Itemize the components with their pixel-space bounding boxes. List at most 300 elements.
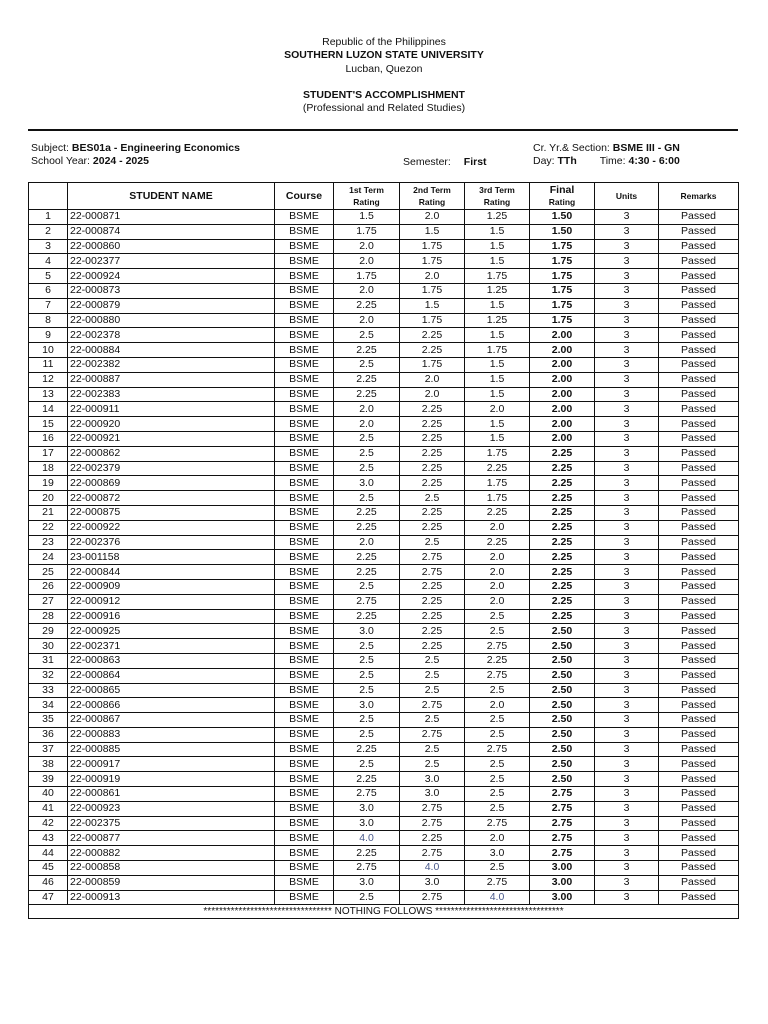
first-term-rating: 2.0 — [334, 535, 400, 550]
second-term-rating: 2.75 — [400, 816, 465, 831]
second-term-rating: 2.25 — [400, 594, 465, 609]
row-number: 18 — [29, 461, 68, 476]
units: 3 — [595, 639, 659, 654]
final-rating: 1.75 — [530, 313, 595, 328]
table-row — [29, 313, 739, 328]
header-second-term — [400, 183, 465, 210]
third-term-rating: 1.75 — [465, 343, 530, 358]
third-term-rating: 2.0 — [465, 402, 530, 417]
course: BSME — [275, 520, 334, 535]
day-label: Day: — [533, 155, 555, 167]
table-row — [29, 372, 739, 387]
third-term-rating: 1.5 — [465, 431, 530, 446]
third-term-rating: 2.25 — [465, 505, 530, 520]
school-year-value: 2024 - 2025 — [92, 155, 149, 167]
second-term-rating: 2.0 — [400, 387, 465, 402]
table-row — [29, 875, 739, 890]
remarks: Passed — [659, 594, 739, 609]
second-term-rating: 1.75 — [400, 283, 465, 298]
row-number: 16 — [29, 431, 68, 446]
units: 3 — [595, 594, 659, 609]
row-number: 25 — [29, 565, 68, 580]
row-number: 14 — [29, 402, 68, 417]
units: 3 — [595, 520, 659, 535]
third-term-rating: 1.25 — [465, 283, 530, 298]
third-term-rating: 1.5 — [465, 239, 530, 254]
second-term-rating: 2.25 — [400, 461, 465, 476]
final-rating: 1.50 — [530, 224, 595, 239]
semester-value: First — [463, 156, 487, 168]
second-term-rating: 2.25 — [400, 446, 465, 461]
course: BSME — [275, 461, 334, 476]
table-row — [29, 772, 739, 787]
table-row — [29, 683, 739, 698]
row-number: 38 — [29, 757, 68, 772]
table-row — [29, 491, 739, 506]
final-rating: 2.50 — [530, 653, 595, 668]
nothing-follows: ********************************* NOTHING FOLLOWS ********************************* — [29, 905, 739, 919]
third-term-rating: 1.25 — [465, 313, 530, 328]
units: 3 — [595, 565, 659, 580]
third-term-rating: 2.25 — [465, 535, 530, 550]
units: 3 — [595, 683, 659, 698]
student-id: 23-001158 — [68, 550, 275, 565]
units: 3 — [595, 357, 659, 372]
table-row — [29, 624, 739, 639]
units: 3 — [595, 875, 659, 890]
student-id: 22-000925 — [68, 624, 275, 639]
remarks: Passed — [659, 550, 739, 565]
final-rating: 2.50 — [530, 727, 595, 742]
section-line — [533, 142, 680, 155]
course: BSME — [275, 698, 334, 713]
header-third-term — [465, 183, 530, 210]
student-id: 22-000887 — [68, 372, 275, 387]
final-rating: 2.00 — [530, 357, 595, 372]
final-rating: 1.75 — [530, 239, 595, 254]
student-id: 22-000911 — [68, 402, 275, 417]
row-number: 28 — [29, 609, 68, 624]
third-term-rating: 2.5 — [465, 713, 530, 728]
remarks: Passed — [659, 357, 739, 372]
final-rating: 3.00 — [530, 890, 595, 905]
student-id: 22-000923 — [68, 801, 275, 816]
course: BSME — [275, 594, 334, 609]
time-label: Time: — [599, 155, 626, 167]
row-number: 17 — [29, 446, 68, 461]
final-rating: 2.00 — [530, 402, 595, 417]
semester-label: Semester: — [403, 156, 451, 168]
third-term-rating: 2.0 — [465, 565, 530, 580]
first-term-rating: 1.75 — [334, 224, 400, 239]
second-term-rating: 1.5 — [400, 298, 465, 313]
header-university: SOUTHERN LUZON STATE UNIVERSITY — [284, 49, 484, 61]
units: 3 — [595, 239, 659, 254]
second-term-rating: 2.5 — [400, 653, 465, 668]
third-term-rating: 2.5 — [465, 772, 530, 787]
row-number: 31 — [29, 653, 68, 668]
student-id: 22-000919 — [68, 772, 275, 787]
third-term-rating: 1.5 — [465, 372, 530, 387]
third-term-rating: 1.5 — [465, 328, 530, 343]
second-term-rating: 2.25 — [400, 476, 465, 491]
first-term-rating: 2.75 — [334, 861, 400, 876]
units: 3 — [595, 224, 659, 239]
units: 3 — [595, 772, 659, 787]
remarks: Passed — [659, 313, 739, 328]
units: 3 — [595, 461, 659, 476]
row-number: 40 — [29, 787, 68, 802]
final-rating: 2.50 — [530, 624, 595, 639]
third-term-rating: 2.75 — [465, 742, 530, 757]
first-term-rating: 2.5 — [334, 357, 400, 372]
remarks: Passed — [659, 875, 739, 890]
units: 3 — [595, 387, 659, 402]
second-term-rating: 2.5 — [400, 491, 465, 506]
row-number: 33 — [29, 683, 68, 698]
student-id: 22-000880 — [68, 313, 275, 328]
units: 3 — [595, 890, 659, 905]
second-term-rating: 2.25 — [400, 402, 465, 417]
third-term-rating: 2.75 — [465, 875, 530, 890]
units: 3 — [595, 816, 659, 831]
first-term-rating: 2.5 — [334, 713, 400, 728]
row-number: 42 — [29, 816, 68, 831]
remarks: Passed — [659, 668, 739, 683]
remarks: Passed — [659, 402, 739, 417]
student-id: 22-000875 — [68, 505, 275, 520]
units: 3 — [595, 313, 659, 328]
course: BSME — [275, 269, 334, 284]
units: 3 — [595, 505, 659, 520]
third-term-rating: 2.5 — [465, 624, 530, 639]
third-term-rating: 2.0 — [465, 550, 530, 565]
remarks: Passed — [659, 831, 739, 846]
units: 3 — [595, 343, 659, 358]
third-term-rating: 1.75 — [465, 269, 530, 284]
first-term-rating: 2.5 — [334, 653, 400, 668]
final-rating: 2.50 — [530, 713, 595, 728]
final-rating: 2.25 — [530, 461, 595, 476]
student-id: 22-002383 — [68, 387, 275, 402]
first-term-rating: 2.25 — [334, 772, 400, 787]
units: 3 — [595, 698, 659, 713]
course: BSME — [275, 772, 334, 787]
units: 3 — [595, 446, 659, 461]
row-number: 24 — [29, 550, 68, 565]
student-id: 22-000913 — [68, 890, 275, 905]
remarks: Passed — [659, 624, 739, 639]
student-id: 22-000863 — [68, 653, 275, 668]
remarks: Passed — [659, 727, 739, 742]
remarks: Passed — [659, 653, 739, 668]
second-term-rating: 2.75 — [400, 890, 465, 905]
row-number: 20 — [29, 491, 68, 506]
section-label: Cr. Yr.& Section: — [533, 142, 610, 154]
second-term-rating: 3.0 — [400, 772, 465, 787]
student-id: 22-000882 — [68, 846, 275, 861]
course: BSME — [275, 757, 334, 772]
course: BSME — [275, 239, 334, 254]
row-number: 39 — [29, 772, 68, 787]
remarks: Passed — [659, 505, 739, 520]
remarks: Passed — [659, 387, 739, 402]
student-id: 22-002377 — [68, 254, 275, 269]
units: 3 — [595, 801, 659, 816]
third-term-rating: 2.75 — [465, 816, 530, 831]
units: 3 — [595, 328, 659, 343]
third-term-rating: 2.5 — [465, 609, 530, 624]
student-id: 22-000884 — [68, 343, 275, 358]
final-rating: 2.50 — [530, 639, 595, 654]
course: BSME — [275, 816, 334, 831]
course: BSME — [275, 357, 334, 372]
student-id: 22-000871 — [68, 210, 275, 225]
second-term-rating: 2.25 — [400, 609, 465, 624]
table-row — [29, 890, 739, 905]
header-final-a: Final — [549, 184, 575, 196]
course: BSME — [275, 742, 334, 757]
first-term-rating: 2.0 — [334, 239, 400, 254]
first-term-rating: 2.5 — [334, 683, 400, 698]
course: BSME — [275, 861, 334, 876]
student-id: 22-000916 — [68, 609, 275, 624]
row-number: 44 — [29, 846, 68, 861]
student-id: 22-000921 — [68, 431, 275, 446]
third-term-rating: 2.0 — [465, 831, 530, 846]
table-row — [29, 727, 739, 742]
third-term-rating: 1.25 — [465, 210, 530, 225]
table-row — [29, 210, 739, 225]
first-term-rating: 2.75 — [334, 787, 400, 802]
units: 3 — [595, 417, 659, 432]
final-rating: 2.25 — [530, 594, 595, 609]
table-row — [29, 668, 739, 683]
course: BSME — [275, 298, 334, 313]
course: BSME — [275, 565, 334, 580]
first-term-rating: 2.25 — [334, 343, 400, 358]
first-term-rating: 2.5 — [334, 727, 400, 742]
row-number: 11 — [29, 357, 68, 372]
second-term-rating: 1.5 — [400, 224, 465, 239]
course: BSME — [275, 491, 334, 506]
course: BSME — [275, 446, 334, 461]
third-term-rating: 2.5 — [465, 727, 530, 742]
course: BSME — [275, 875, 334, 890]
third-term-rating: 2.5 — [465, 757, 530, 772]
second-term-rating: 1.75 — [400, 313, 465, 328]
remarks: Passed — [659, 565, 739, 580]
final-rating: 2.50 — [530, 772, 595, 787]
course: BSME — [275, 787, 334, 802]
units: 3 — [595, 787, 659, 802]
student-id: 22-000859 — [68, 875, 275, 890]
units: 3 — [595, 402, 659, 417]
final-rating: 2.75 — [530, 801, 595, 816]
second-term-rating: 4.0 — [400, 861, 465, 876]
first-term-rating: 3.0 — [334, 875, 400, 890]
final-rating: 2.25 — [530, 446, 595, 461]
student-id: 22-000874 — [68, 224, 275, 239]
row-number: 19 — [29, 476, 68, 491]
row-number: 7 — [29, 298, 68, 313]
course: BSME — [275, 831, 334, 846]
table-row — [29, 535, 739, 550]
student-id: 22-000866 — [68, 698, 275, 713]
first-term-rating: 2.5 — [334, 890, 400, 905]
subject-value: BES01a - Engineering Economics — [71, 142, 240, 154]
first-term-rating: 2.0 — [334, 254, 400, 269]
final-rating: 2.50 — [530, 757, 595, 772]
remarks: Passed — [659, 683, 739, 698]
third-term-rating: 1.75 — [465, 446, 530, 461]
final-rating: 2.25 — [530, 535, 595, 550]
remarks: Passed — [659, 461, 739, 476]
third-term-rating: 2.0 — [465, 520, 530, 535]
remarks: Passed — [659, 742, 739, 757]
row-number: 45 — [29, 861, 68, 876]
final-rating: 2.75 — [530, 831, 595, 846]
course: BSME — [275, 431, 334, 446]
final-rating: 2.25 — [530, 609, 595, 624]
final-rating: 2.00 — [530, 372, 595, 387]
row-number: 5 — [29, 269, 68, 284]
table-row — [29, 713, 739, 728]
student-id: 22-000864 — [68, 668, 275, 683]
student-id: 22-000920 — [68, 417, 275, 432]
course: BSME — [275, 224, 334, 239]
header-second-term-b: Rating — [418, 197, 446, 207]
subject-line — [31, 142, 240, 155]
final-rating: 1.75 — [530, 298, 595, 313]
course: BSME — [275, 890, 334, 905]
row-number: 43 — [29, 831, 68, 846]
student-id: 22-000885 — [68, 742, 275, 757]
third-term-rating: 2.0 — [465, 594, 530, 609]
header-republic: Republic of the Philippines — [322, 36, 446, 48]
final-rating: 2.00 — [530, 431, 595, 446]
grades-table — [28, 182, 739, 919]
course: BSME — [275, 609, 334, 624]
remarks: Passed — [659, 713, 739, 728]
second-term-rating: 2.5 — [400, 742, 465, 757]
third-term-rating: 2.0 — [465, 698, 530, 713]
second-term-rating: 2.5 — [400, 535, 465, 550]
second-term-rating: 2.75 — [400, 846, 465, 861]
day-time-line — [533, 155, 680, 168]
table-row — [29, 254, 739, 269]
first-term-rating: 3.0 — [334, 816, 400, 831]
final-rating: 2.25 — [530, 565, 595, 580]
course: BSME — [275, 402, 334, 417]
remarks: Passed — [659, 772, 739, 787]
course: BSME — [275, 417, 334, 432]
final-rating: 2.00 — [530, 387, 595, 402]
final-rating: 2.50 — [530, 668, 595, 683]
remarks: Passed — [659, 890, 739, 905]
first-term-rating: 3.0 — [334, 624, 400, 639]
second-term-rating: 1.75 — [400, 357, 465, 372]
header-first-term — [334, 183, 400, 210]
row-number: 3 — [29, 239, 68, 254]
remarks: Passed — [659, 298, 739, 313]
table-row — [29, 653, 739, 668]
table-row — [29, 402, 739, 417]
third-term-rating: 1.5 — [465, 224, 530, 239]
table-row — [29, 639, 739, 654]
student-id: 22-000912 — [68, 594, 275, 609]
student-id: 22-000862 — [68, 446, 275, 461]
final-rating: 2.25 — [530, 476, 595, 491]
header-number — [29, 183, 68, 210]
student-id: 22-002376 — [68, 535, 275, 550]
third-term-rating: 4.0 — [465, 890, 530, 905]
remarks: Passed — [659, 698, 739, 713]
table-row — [29, 609, 739, 624]
remarks: Passed — [659, 520, 739, 535]
course: BSME — [275, 372, 334, 387]
units: 3 — [595, 535, 659, 550]
remarks: Passed — [659, 239, 739, 254]
final-rating: 2.25 — [530, 579, 595, 594]
first-term-rating: 4.0 — [334, 831, 400, 846]
units: 3 — [595, 579, 659, 594]
student-id: 22-002379 — [68, 461, 275, 476]
course: BSME — [275, 343, 334, 358]
row-number: 30 — [29, 639, 68, 654]
student-id: 22-000909 — [68, 579, 275, 594]
row-number: 22 — [29, 520, 68, 535]
second-term-rating: 2.25 — [400, 831, 465, 846]
remarks: Passed — [659, 757, 739, 772]
course: BSME — [275, 313, 334, 328]
third-term-rating: 2.5 — [465, 683, 530, 698]
row-number: 35 — [29, 713, 68, 728]
table-row — [29, 446, 739, 461]
third-term-rating: 2.5 — [465, 861, 530, 876]
course: BSME — [275, 801, 334, 816]
first-term-rating: 1.75 — [334, 269, 400, 284]
first-term-rating: 3.0 — [334, 476, 400, 491]
third-term-rating: 1.5 — [465, 254, 530, 269]
units: 3 — [595, 254, 659, 269]
final-rating: 3.00 — [530, 875, 595, 890]
course: BSME — [275, 210, 334, 225]
units: 3 — [595, 372, 659, 387]
row-number: 12 — [29, 372, 68, 387]
row-number: 32 — [29, 668, 68, 683]
table-row — [29, 505, 739, 520]
final-rating: 2.00 — [530, 328, 595, 343]
footer-row — [29, 905, 739, 919]
first-term-rating: 2.25 — [334, 565, 400, 580]
row-number: 13 — [29, 387, 68, 402]
third-term-rating: 1.5 — [465, 417, 530, 432]
table-row — [29, 698, 739, 713]
third-term-rating: 3.0 — [465, 846, 530, 861]
table-row — [29, 269, 739, 284]
units: 3 — [595, 727, 659, 742]
header-remarks: Remarks — [659, 183, 739, 210]
student-id: 22-000867 — [68, 713, 275, 728]
course: BSME — [275, 683, 334, 698]
units: 3 — [595, 550, 659, 565]
second-term-rating: 3.0 — [400, 787, 465, 802]
second-term-rating: 2.25 — [400, 343, 465, 358]
student-id: 22-000922 — [68, 520, 275, 535]
student-id: 22-000924 — [68, 269, 275, 284]
second-term-rating: 2.75 — [400, 550, 465, 565]
